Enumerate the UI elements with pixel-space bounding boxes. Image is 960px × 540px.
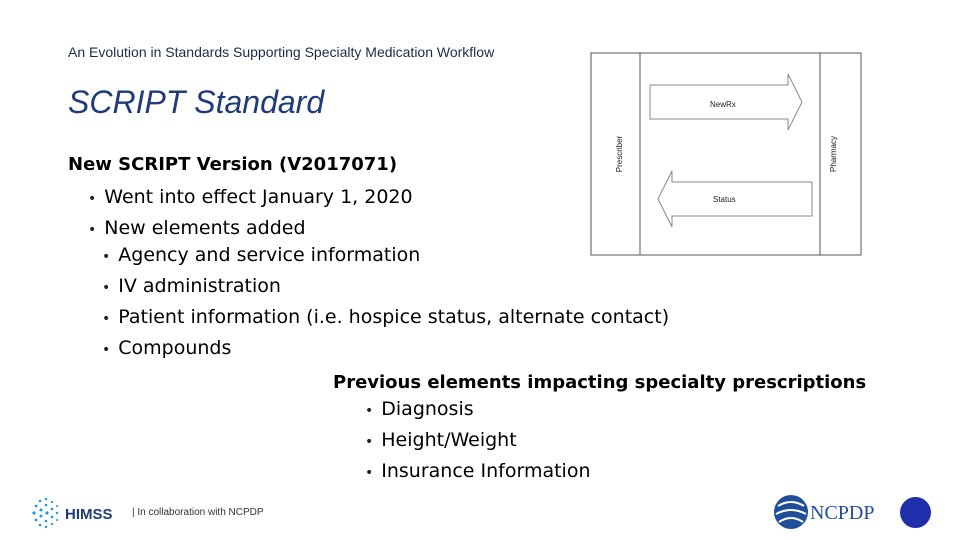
pharmacy-label: Pharmacy bbox=[829, 135, 838, 173]
bullet-icon: • bbox=[88, 222, 97, 238]
bullet-icon: • bbox=[102, 249, 111, 265]
bullet-icon: • bbox=[365, 465, 374, 481]
list-item bbox=[102, 241, 669, 272]
bullet-icon: • bbox=[88, 191, 97, 207]
ncpdp-logo bbox=[772, 492, 890, 532]
bullet-icon: • bbox=[365, 434, 374, 450]
status-label: Status bbox=[713, 195, 736, 204]
bullet-icon: • bbox=[102, 280, 111, 296]
list-item bbox=[102, 303, 669, 334]
bullet-list-level1 bbox=[88, 183, 413, 245]
previous-elements-heading: Previous elements impacting specialty prescriptions bbox=[333, 372, 867, 393]
list-item bbox=[88, 183, 413, 214]
ncpdp-wordmark: NCPDP bbox=[810, 502, 875, 524]
list-item bbox=[365, 457, 591, 488]
list-item-text: Insurance Information bbox=[381, 460, 591, 482]
bullet-list-level2 bbox=[102, 241, 669, 365]
bullet-icon: • bbox=[365, 403, 374, 419]
himss-dots-icon bbox=[32, 498, 58, 528]
prescriber-label: Prescriber bbox=[615, 135, 624, 173]
newrx-label: NewRx bbox=[710, 100, 736, 109]
list-item-text: Agency and service information bbox=[118, 244, 421, 266]
list-item bbox=[102, 272, 669, 303]
bullet-icon: • bbox=[102, 342, 111, 358]
slide-title: SCRIPT Standard bbox=[68, 84, 325, 120]
previous-elements-list bbox=[365, 395, 591, 488]
list-item-text: IV administration bbox=[118, 275, 281, 297]
list-item-text: Went into effect January 1, 2020 bbox=[104, 186, 413, 208]
himss-wordmark: HIMSS bbox=[65, 506, 113, 523]
list-item bbox=[102, 334, 669, 365]
list-item-text: Height/Weight bbox=[381, 429, 517, 451]
corner-badge bbox=[900, 497, 931, 528]
newrx-status-diagram bbox=[590, 52, 862, 256]
list-item-text: Compounds bbox=[118, 337, 232, 359]
himss-logo bbox=[30, 496, 130, 530]
list-item-text: New elements added bbox=[104, 217, 306, 239]
collaboration-note: | In collaboration with NCPDP bbox=[132, 507, 264, 518]
section-heading: New SCRIPT Version (V2017071) bbox=[68, 154, 398, 175]
list-item-text: Patient information (i.e. hospice status, alternate contact) bbox=[118, 306, 670, 328]
list-item-text: Diagnosis bbox=[381, 398, 474, 420]
list-item bbox=[365, 426, 591, 457]
list-item bbox=[365, 395, 591, 426]
slide-subtitle: An Evolution in Standards Supporting Specialty Medication Workflow bbox=[68, 44, 495, 60]
bullet-icon: • bbox=[102, 311, 111, 327]
